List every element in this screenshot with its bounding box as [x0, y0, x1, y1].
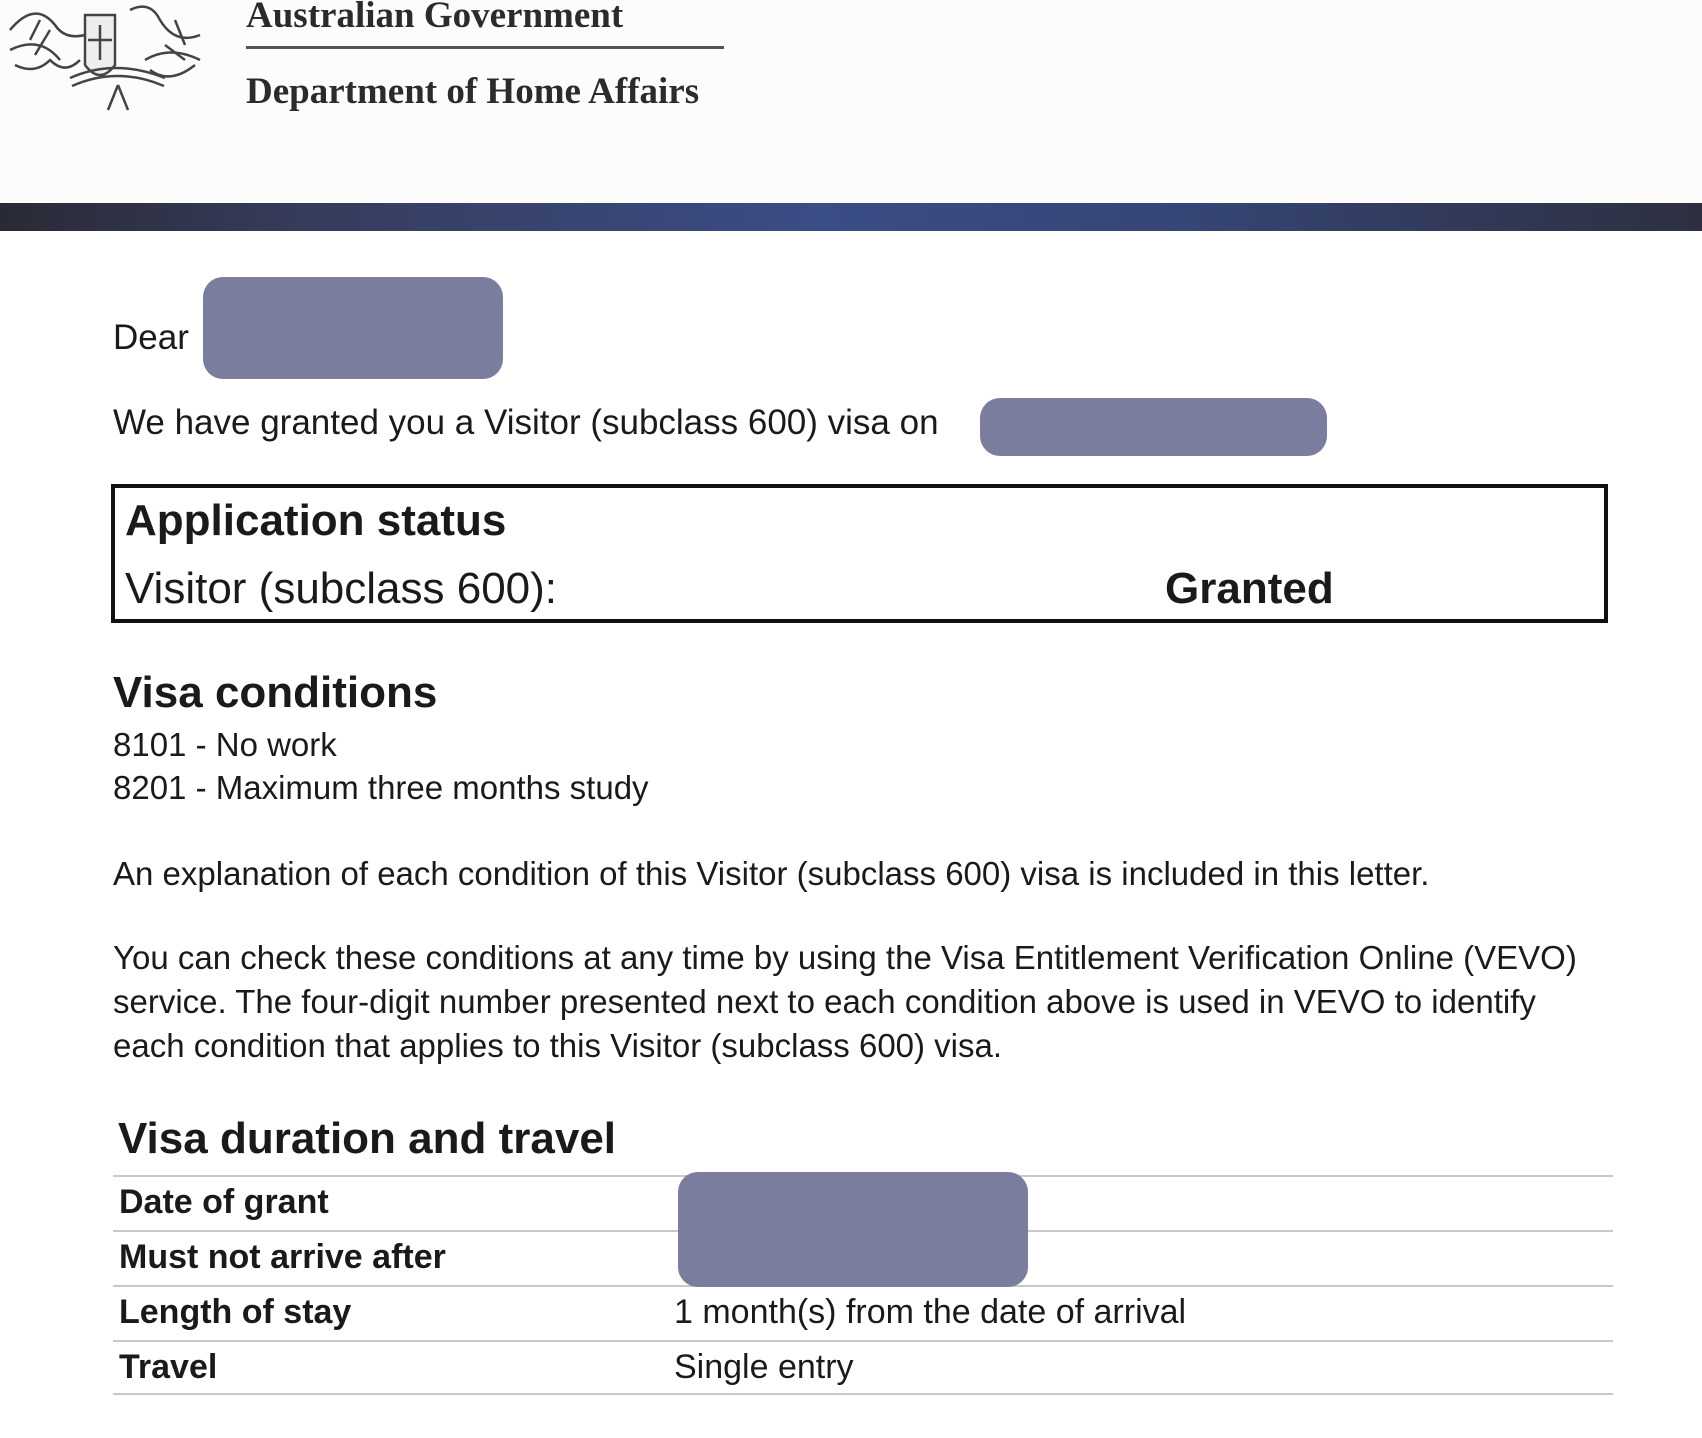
- row-label: Length of stay: [119, 1293, 352, 1331]
- row-label: Date of grant: [119, 1183, 329, 1221]
- row-label: Travel: [119, 1348, 218, 1386]
- redacted-grant-date: [980, 398, 1327, 456]
- redacted-name: [203, 277, 503, 379]
- letterhead: [0, 0, 1702, 203]
- row-value: Single entry: [674, 1348, 854, 1386]
- vevo-info: You can check these conditions at any time by using the Visa Entitlement Verification Online (VEVO) service. The four-digit number presented next to each condition above is used in VEVO to identify each condition that applies to this Visitor (subclass 600) visa.: [113, 939, 1577, 1064]
- grant-sentence: We have granted you a Visitor (subclass 600) visa on: [113, 403, 939, 442]
- condition-item: 8201 - Maximum three months study: [113, 769, 649, 806]
- table-row: [113, 1340, 1613, 1395]
- header-band: [0, 203, 1702, 231]
- visa-duration-title: Visa duration and travel: [118, 1114, 617, 1163]
- salutation: Dear: [113, 318, 189, 357]
- redacted-dates: [678, 1172, 1028, 1287]
- coat-of-arms-icon: [0, 0, 230, 115]
- visa-subclass-label: Visitor (subclass 600):: [125, 564, 558, 613]
- application-status-box: [111, 484, 1608, 623]
- table-row: [113, 1285, 1613, 1340]
- org-name: Australian Government: [246, 0, 624, 36]
- visa-conditions-title: Visa conditions: [113, 668, 438, 717]
- row-label: Must not arrive after: [119, 1238, 446, 1276]
- row-value: 1 month(s) from the date of arrival: [674, 1293, 1187, 1331]
- status-value: Granted: [1165, 564, 1334, 613]
- header-divider: [246, 46, 724, 49]
- department-name: Department of Home Affairs: [246, 71, 700, 112]
- conditions-explanation: An explanation of each condition of this Visitor (subclass 600) visa is included in this letter.: [113, 855, 1430, 892]
- application-status-title: Application status: [125, 496, 507, 545]
- condition-item: 8101 - No work: [113, 726, 337, 763]
